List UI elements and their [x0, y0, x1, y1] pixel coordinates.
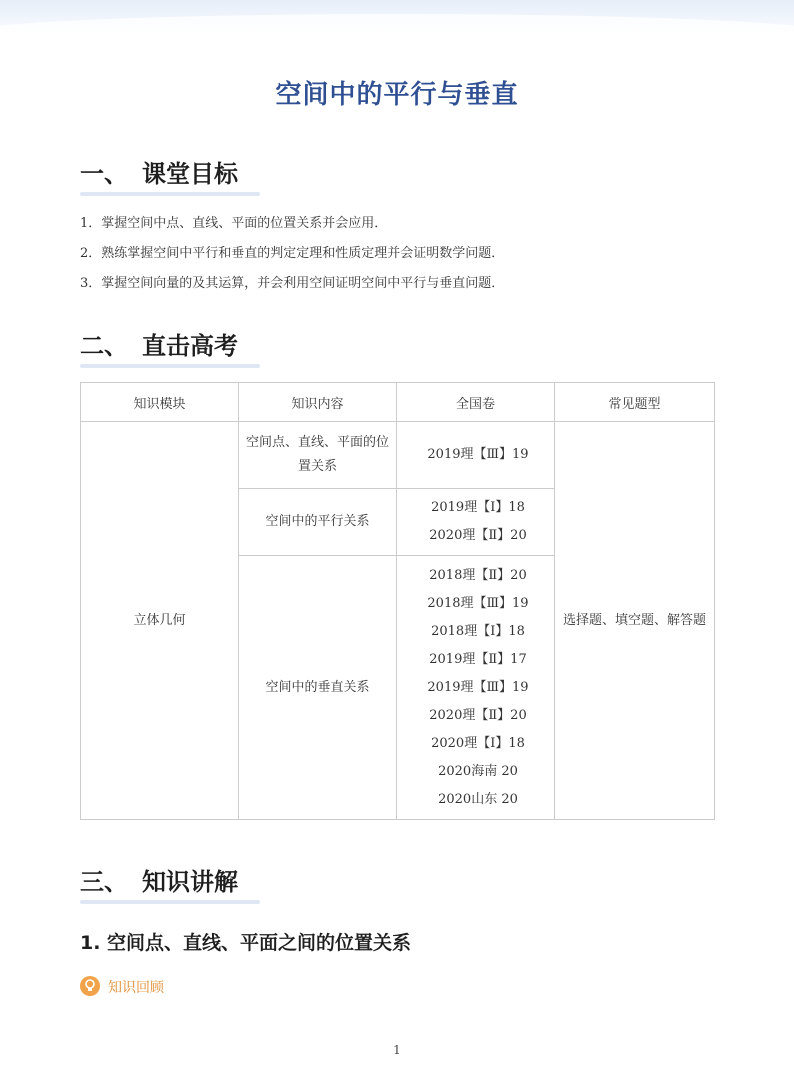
- subsection-title: 1. 空间点、直线、平面之间的位置关系: [80, 932, 412, 954]
- paper-entry: 2020海南 20: [438, 763, 518, 779]
- exam-table: [80, 382, 715, 820]
- column-header: 知识内容: [239, 383, 397, 422]
- section-underline: [80, 192, 260, 196]
- objective-item: 1．掌握空间中点、直线、平面的位置关系并会应用．: [80, 216, 388, 231]
- module-cell: 立体几何: [81, 422, 239, 820]
- paper-entry: 2020山东 20: [438, 791, 518, 807]
- objective-item: 3．掌握空间向量的及其运算，并会利用空间证明空间中平行与垂直问题．: [80, 276, 505, 291]
- table-header-row: [81, 383, 715, 422]
- content-cell: 空间中的平行关系: [239, 489, 397, 556]
- papers-cell: [397, 422, 555, 489]
- paper-entry: 2020理【Ⅱ】20: [429, 707, 527, 723]
- section-number: 一、: [80, 160, 128, 188]
- paper-entry: 2018理【Ⅲ】19: [427, 595, 529, 611]
- section-title: 直击高考: [142, 332, 238, 360]
- section-title: 知识讲解: [142, 868, 238, 896]
- paper-entry: 2020理【Ⅱ】20: [429, 528, 527, 543]
- header-decoration: [0, 0, 794, 38]
- table-row: [81, 422, 715, 489]
- paper-entry: 2019理【Ⅰ】18: [431, 500, 525, 515]
- content-cell: 空间中的垂直关系: [239, 556, 397, 820]
- section-number: 二、: [80, 332, 128, 360]
- paper-entry: 2019理【Ⅲ】19: [427, 447, 529, 462]
- objectives-list: [80, 214, 720, 304]
- question-type-cell: 选择题、填空题、解答题: [555, 422, 715, 820]
- column-header: 知识模块: [81, 383, 239, 422]
- page-number: 1: [393, 1043, 401, 1057]
- recall-text: 知识回顾: [108, 980, 164, 996]
- page-title: 空间中的平行与垂直: [275, 80, 519, 110]
- section-underline: [80, 364, 260, 368]
- column-header: 常见题型: [555, 383, 715, 422]
- paper-entry: 2018理【Ⅱ】20: [429, 567, 527, 583]
- papers-cell: [397, 489, 555, 556]
- section-number: 三、: [80, 868, 128, 896]
- section-heading-objectives: [80, 154, 280, 189]
- column-header: 全国卷: [397, 383, 555, 422]
- content-cell: 空间点、直线、平面的位置关系: [239, 422, 397, 489]
- paper-entry: 2019理【Ⅲ】19: [427, 679, 529, 695]
- objective-item: 2．熟练掌握空间中平行和垂直的判定定理和性质定理并会证明数学问题．: [80, 246, 505, 261]
- paper-entry: 2018理【Ⅰ】18: [431, 623, 525, 639]
- lightbulb-icon: [80, 976, 100, 996]
- section-underline: [80, 900, 260, 904]
- section-heading-knowledge: [80, 862, 280, 897]
- paper-entry: 2020理【Ⅰ】18: [431, 735, 525, 751]
- paper-entry: 2019理【Ⅱ】17: [429, 651, 527, 667]
- papers-cell: [397, 556, 555, 820]
- section-title: 课堂目标: [142, 160, 238, 188]
- section-heading-exam: [80, 326, 280, 361]
